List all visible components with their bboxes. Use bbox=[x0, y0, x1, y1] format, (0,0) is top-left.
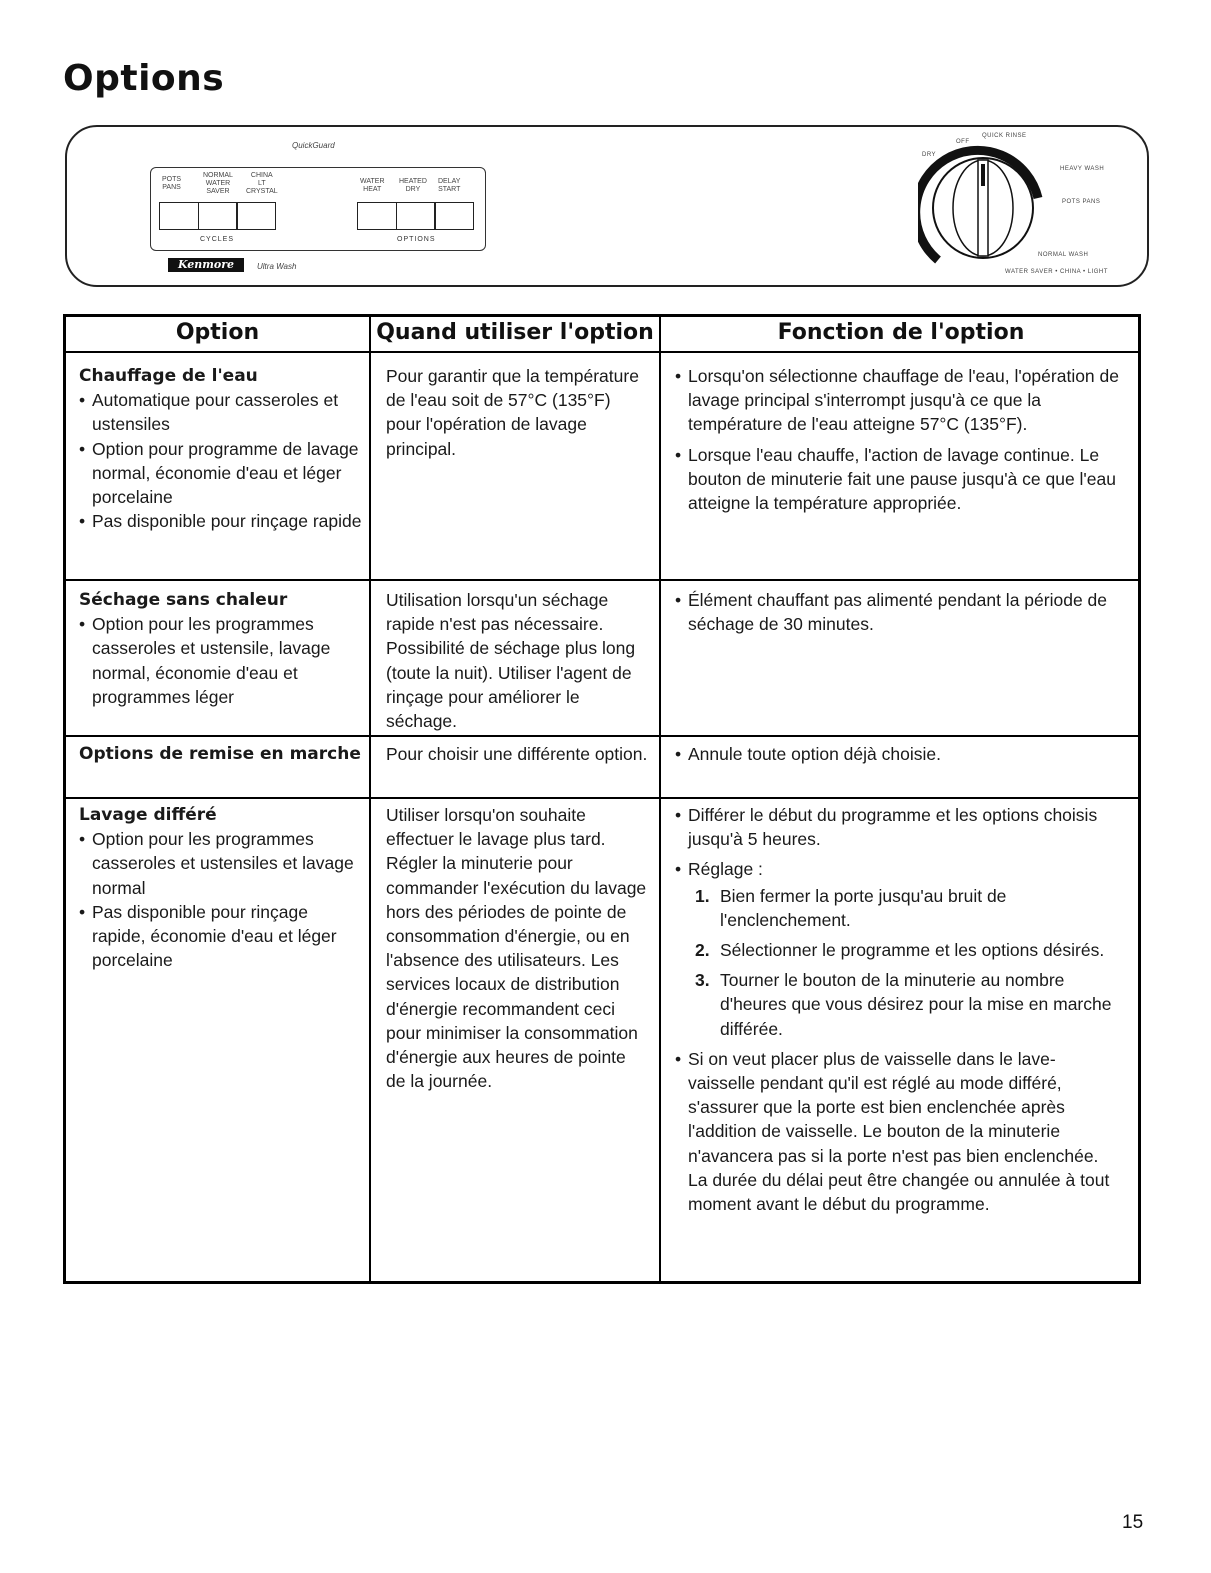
option-label: DELAY START bbox=[438, 178, 461, 193]
list-item: • Pas disponible pour rinçage rapide, économie d'eau et léger porcelaine bbox=[79, 900, 365, 973]
dial-label: QUICK RINSE bbox=[982, 133, 1027, 139]
cycle-button bbox=[236, 202, 276, 230]
function-cell bbox=[675, 742, 1120, 766]
list-item: • Option pour programme de lavage normal, économie d'eau et léger porcelaine bbox=[79, 437, 365, 510]
option-buttons bbox=[357, 202, 473, 230]
row-divider bbox=[66, 797, 1138, 799]
option-cell bbox=[79, 742, 369, 766]
step-item bbox=[675, 884, 1120, 932]
step-item bbox=[675, 968, 1120, 1041]
column-divider bbox=[369, 317, 371, 1281]
option-button bbox=[396, 202, 436, 230]
list-item: • Élément chauffant pas alimenté pendant la période de séchage de 30 minutes. bbox=[675, 588, 1120, 636]
timer-dial-icon bbox=[918, 138, 1048, 276]
option-name: Lavage différé bbox=[79, 805, 217, 825]
cycle-label: POTS PANS bbox=[162, 176, 182, 191]
step-number: 1. bbox=[695, 885, 710, 906]
column-divider bbox=[659, 317, 661, 1281]
step-text: Bien fermer la porte jusqu'au bruit de l'enclenchement. bbox=[720, 885, 1007, 930]
when-cell bbox=[386, 803, 648, 1093]
option-name: Séchage sans chaleur bbox=[79, 590, 288, 610]
function-cell bbox=[675, 803, 1120, 1216]
step-text: Sélectionner le programme et les options désirés. bbox=[720, 940, 1105, 961]
step-number: 2. bbox=[695, 940, 710, 961]
cycle-button bbox=[159, 202, 199, 230]
when-text: Pour choisir une différente option. bbox=[386, 744, 648, 764]
when-cell bbox=[386, 588, 648, 733]
page-number: 15 bbox=[1122, 1512, 1144, 1533]
list-item: • Option pour les programmes casseroles et ustensile, lavage normal, économie d'eau et programmes léger bbox=[79, 612, 365, 709]
column-header: Quand utiliser l'option bbox=[376, 320, 654, 345]
when-cell bbox=[386, 742, 648, 766]
dial-label: WATER SAVER • CHINA • LIGHT bbox=[1005, 269, 1108, 275]
step-text: Tourner le bouton de la minuterie au nombre d'heures que vous désirez pour la mise en marche différée. bbox=[720, 970, 1112, 1039]
steps-list bbox=[675, 884, 1120, 1041]
list-item: • Lorsqu'on sélectionne chauffage de l'eau, l'opération de lavage principal s'interrompt jusqu'à ce que la température de l'eau atteigne 57°C (135°F). bbox=[675, 364, 1120, 437]
dial-label: POTS PANS bbox=[1062, 199, 1101, 205]
dial-label: HEAVY WASH bbox=[1060, 166, 1105, 172]
list-item: • Différer le début du programme et les options choisis jusqu'à 5 heures. bbox=[675, 803, 1120, 851]
row-divider bbox=[66, 579, 1138, 581]
option-label: WATER HEAT bbox=[360, 178, 385, 193]
option-name: Options de remise en marche bbox=[79, 744, 361, 764]
list-item: • Automatique pour casseroles et ustensiles bbox=[79, 388, 365, 436]
step-item bbox=[675, 938, 1120, 962]
list-item: • Annule toute option déjà choisie. bbox=[675, 742, 1120, 766]
dial-label: OFF bbox=[956, 139, 970, 145]
option-name: Chauffage de l'eau bbox=[79, 366, 258, 386]
list-item: • Lorsque l'eau chauffe, l'action de lavage continue. Le bouton de minuterie fait une pause jusqu'à ce que l'eau atteigne la température appropriée. bbox=[675, 443, 1120, 516]
when-cell bbox=[386, 364, 648, 461]
function-cell bbox=[675, 364, 1120, 515]
header-divider bbox=[66, 351, 1138, 353]
option-cell bbox=[79, 364, 365, 533]
dial-label: DRY bbox=[922, 152, 937, 158]
cycle-label: CHINA LT CRYSTAL bbox=[246, 172, 278, 195]
when-text: Utiliser lorsqu'on souhaite effectuer le lavage plus tard. bbox=[386, 805, 606, 850]
column-header: Option bbox=[175, 320, 260, 345]
step-number: 3. bbox=[695, 970, 710, 991]
option-button bbox=[357, 202, 397, 230]
cycle-label: NORMAL WATER SAVER bbox=[203, 172, 233, 195]
ultra-wash-label: Ultra Wash bbox=[257, 262, 297, 271]
list-item: • Pas disponible pour rinçage rapide bbox=[79, 509, 365, 533]
dial-label: NORMAL WASH bbox=[1038, 252, 1089, 258]
list-item: • Si on veut placer plus de vaisselle dans le lave-vaisselle pendant qu'il est réglé au mode différé, s'assurer que la porte est bien enclenchée après l'addition de vaisselle. Le bouton de la minuterie n'avancera pas si la porte n'est pas bien enclenchée. La durée du délai peut être changée ou annulée à tout moment avant le début du programme. bbox=[675, 1047, 1120, 1216]
options-label: OPTIONS bbox=[397, 236, 436, 243]
kenmore-logo: Kenmore bbox=[168, 258, 244, 272]
cycle-button bbox=[198, 202, 238, 230]
when-text: Utilisation lorsqu'un séchage rapide n'est pas nécessaire. Possibilité de séchage plus long (toute la nuit). Utiliser l'agent de rinçage pour améliorer le séchage. bbox=[386, 590, 636, 732]
cycles-label: CYCLES bbox=[200, 236, 235, 243]
list-item: • Réglage : bbox=[675, 857, 1120, 881]
row-divider bbox=[66, 735, 1138, 737]
option-button bbox=[434, 202, 474, 230]
cycle-buttons bbox=[159, 202, 275, 230]
option-cell bbox=[79, 588, 365, 709]
quickguard-label: QuickGuard bbox=[292, 141, 335, 150]
option-cell bbox=[79, 803, 365, 972]
function-cell bbox=[675, 588, 1120, 636]
column-header: Fonction de l'option bbox=[777, 320, 1025, 345]
page-title: Options bbox=[63, 58, 225, 99]
options-table bbox=[63, 314, 1141, 1284]
option-label: HEATED DRY bbox=[399, 178, 427, 193]
when-text: Pour garantir que la température de l'eau soit de 57°C (135°F) pour l'opération de lavage principal. bbox=[386, 366, 639, 459]
list-item: • Option pour les programmes casseroles et ustensiles et lavage normal bbox=[79, 827, 365, 900]
when-text: Régler la minuterie pour commander l'exécution du lavage hors des périodes de pointe de consommation d'énergie, ou en l'absence des utilisateurs. Les services locaux de distribution d'énergie recommandent ceci pour minimiser la consommation d'énergie aux heures de pointe de la journée. bbox=[386, 853, 647, 1092]
